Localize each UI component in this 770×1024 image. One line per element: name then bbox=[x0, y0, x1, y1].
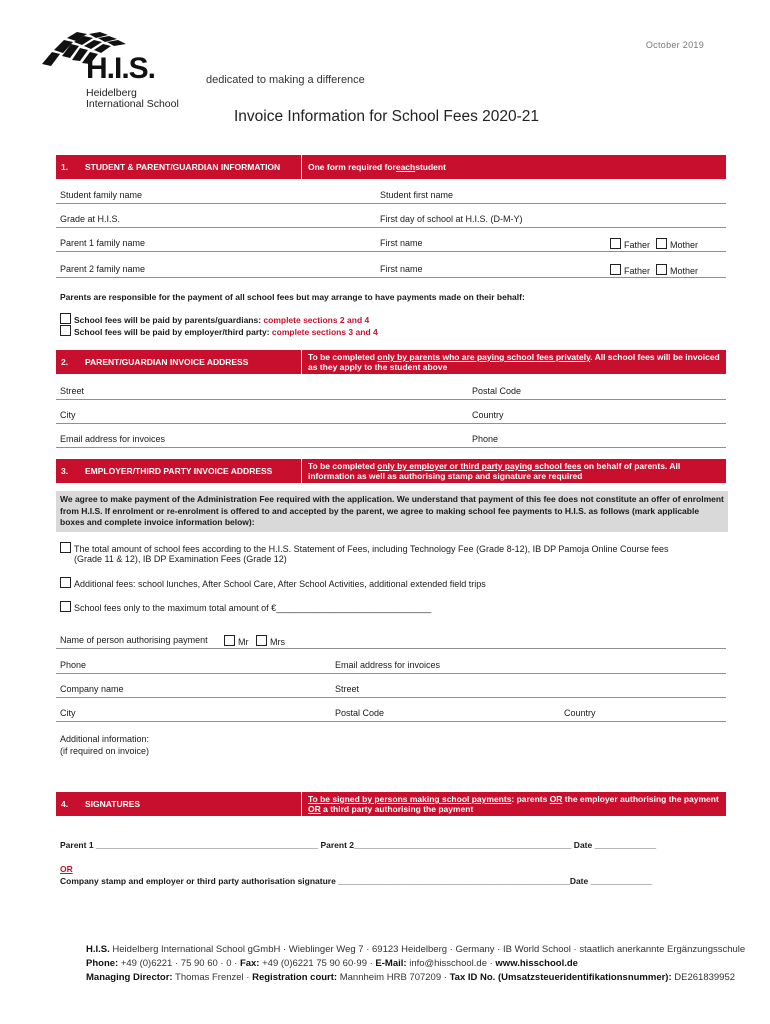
parent-signature-line[interactable]: Parent 1 _______________________________________________ Parent 2______________________________________________ Date _____________ bbox=[60, 840, 657, 850]
s3-desc-post: on behalf of parents. All information as well as authorising stamp and signature are required bbox=[308, 461, 681, 481]
page-title: Invoice Information for School Fees 2020-21 bbox=[234, 108, 540, 125]
additional-info-label: Additional information: bbox=[60, 734, 150, 744]
section-2-description bbox=[301, 350, 726, 374]
agreement-box: We agree to make payment of the Administration Fee required with the application. We understand that payment of this fee does not constitute an offer of enrolment from H.I.S. If enrolment or re-enrolment is offered to and accepted by the parent, we agree to making school fee payments to H.I.S. as follows (mark applicable boxes and complete invoice information below): bbox=[56, 491, 728, 532]
section-4-number: 4. bbox=[61, 799, 69, 809]
s4-desc-mid2: the employer authorising the payment bbox=[562, 794, 719, 804]
father-checkbox[interactable] bbox=[610, 238, 621, 249]
footer-fax: +49 (0)6221 75 90 60·99 · bbox=[259, 958, 376, 969]
parent-2-first-name-label: First name bbox=[380, 264, 423, 274]
city-label: City bbox=[60, 410, 76, 420]
company-name-label: Company name bbox=[60, 684, 124, 694]
footer-email: info@hisschool.de · bbox=[406, 958, 496, 969]
opt2-text: School fees will be paid by employer/third party: bbox=[74, 327, 272, 337]
additional-fees-checkbox[interactable] bbox=[60, 577, 71, 588]
student-first-name-label: Student first name bbox=[380, 190, 454, 200]
opt-max-text: School fees only to the maximum total amount of €_______________________________ bbox=[74, 603, 432, 613]
section-1-title: STUDENT & PARENT/GUARDIAN INFORMATION bbox=[85, 162, 281, 172]
parent-1-mother-option[interactable] bbox=[656, 238, 698, 250]
street-row[interactable] bbox=[56, 385, 726, 400]
footer-phone-label: Phone: bbox=[86, 958, 119, 969]
mrs-checkbox[interactable] bbox=[256, 635, 267, 646]
opt-total-line-1: The total amount of school fees according to the H.I.S. Statement of Fees, including Technology Fee (Grade 8-12), IB DP Pamoja Online Course fees bbox=[74, 544, 669, 554]
s3-city-row[interactable] bbox=[56, 707, 726, 722]
phone-label: Phone bbox=[472, 434, 499, 444]
postal-code-label: Postal Code bbox=[472, 386, 522, 396]
mr-checkbox[interactable] bbox=[224, 635, 235, 646]
s3-email-label: Email address for invoices bbox=[335, 660, 441, 670]
footer-tax-label: Tax ID No. (Umsatzsteueridentifikationsnummer): bbox=[449, 972, 672, 983]
or-separator: OR bbox=[60, 864, 73, 874]
s1-desc-post: student bbox=[415, 162, 446, 172]
opt1-red: complete sections 2 and 4 bbox=[263, 315, 370, 325]
s2-desc-post: . All school fees will be invoiced as they apply to the student above bbox=[308, 352, 720, 372]
s3-city-label: City bbox=[60, 708, 76, 718]
s3-postal-label: Postal Code bbox=[335, 708, 385, 718]
footer-director-label: Managing Director: bbox=[86, 972, 173, 983]
s4-desc-mid1: : parents bbox=[511, 794, 550, 804]
mother-label: Mother bbox=[670, 240, 699, 250]
section-2-header bbox=[56, 350, 726, 374]
document-date: October 2019 bbox=[645, 40, 704, 50]
s3-phone-label: Phone bbox=[60, 660, 87, 670]
parent-2-mother-option[interactable] bbox=[656, 264, 698, 276]
section-1-number: 1. bbox=[61, 162, 69, 172]
mr-label: Mr bbox=[238, 637, 249, 647]
mother-checkbox[interactable] bbox=[656, 264, 667, 275]
student-family-name-label: Student family name bbox=[60, 190, 143, 200]
s2-desc-ul: only by parents who are paying school fees privately bbox=[377, 352, 591, 362]
s1-desc-ul: each bbox=[395, 162, 416, 172]
section-3-title: EMPLOYER/THIRD PARTY INVOICE ADDRESS bbox=[85, 466, 273, 476]
parent-1-first-name-label: First name bbox=[380, 238, 423, 248]
father-label: Father bbox=[624, 266, 651, 276]
parent-2-father-option[interactable] bbox=[610, 264, 650, 276]
mother-checkbox[interactable] bbox=[656, 238, 667, 249]
mother-label: Mother bbox=[670, 266, 699, 276]
s4-desc-ul3: OR bbox=[308, 804, 321, 814]
s4-desc-post: a third party authorising the payment bbox=[320, 804, 474, 814]
email-label: Email address for invoices bbox=[60, 434, 166, 444]
logo-subtitle bbox=[86, 88, 179, 110]
footer-his: H.I.S. bbox=[86, 944, 110, 955]
footer-court: Mannheim HRB 707209 · bbox=[337, 972, 450, 983]
authorising-row[interactable] bbox=[56, 634, 726, 649]
opt-additional-text: Additional fees: school lunches, After School Care, After School Activities, additional extended field trips bbox=[74, 579, 486, 589]
max-amount-checkbox[interactable] bbox=[60, 601, 71, 612]
logo-line-1: Heidelberg bbox=[86, 87, 137, 99]
grade-row[interactable] bbox=[56, 213, 726, 228]
parent-1-row[interactable] bbox=[56, 237, 726, 252]
city-row[interactable] bbox=[56, 409, 726, 424]
s3-desc-ul: only by employer or third party paying school fees bbox=[377, 461, 582, 471]
s4-desc-ul1: To be signed by persons making school payments bbox=[308, 794, 512, 804]
section-4-header bbox=[56, 792, 726, 816]
logo-line-2: International School bbox=[86, 98, 179, 110]
s1-desc-pre: One form required for bbox=[308, 162, 396, 172]
footer-line-1 bbox=[86, 944, 745, 955]
employer-pays-checkbox[interactable] bbox=[60, 325, 71, 336]
school-logo bbox=[40, 30, 220, 120]
parent-2-family-name-label: Parent 2 family name bbox=[60, 264, 146, 274]
section-3-header bbox=[56, 459, 726, 483]
section-2-number: 2. bbox=[61, 357, 69, 367]
section-4-title: SIGNATURES bbox=[85, 799, 141, 809]
footer-address: Heidelberg International School gGmbH · Wieblinger Weg 7 · 69123 Heidelberg · Germany · IB World School · staatlich anerkannte Ergänzungsschule bbox=[109, 944, 746, 955]
grade-label: Grade at H.I.S. bbox=[60, 214, 121, 224]
section-4-description bbox=[301, 792, 726, 816]
option-max-amount[interactable] bbox=[60, 601, 431, 613]
country-label: Country bbox=[472, 410, 504, 420]
section-2-title: PARENT/GUARDIAN INVOICE ADDRESS bbox=[85, 357, 249, 367]
footer-email-label: E-Mail: bbox=[375, 958, 407, 969]
opt1-text: School fees will be paid by parents/guardians: bbox=[74, 315, 264, 325]
authorising-label: Name of person authorising payment bbox=[60, 635, 208, 645]
additional-info[interactable] bbox=[60, 733, 149, 757]
s3-street-label: Street bbox=[335, 684, 360, 694]
email-row[interactable] bbox=[56, 433, 726, 448]
additional-info-hint: (if required on invoice) bbox=[60, 746, 150, 756]
s3-desc-pre: To be completed bbox=[308, 461, 378, 471]
footer-fax-label: Fax: bbox=[239, 958, 260, 969]
s3-phone-row[interactable] bbox=[56, 659, 726, 674]
footer-line-2 bbox=[86, 958, 578, 969]
student-name-row[interactable] bbox=[56, 189, 726, 204]
responsibility-note: Parents are responsible for the payment of all school fees but may arrange to have payments made on their behalf: bbox=[60, 292, 525, 302]
opt2-red: complete sections 3 and 4 bbox=[271, 327, 378, 337]
option-additional-fees[interactable] bbox=[60, 577, 486, 589]
footer-phone: +49 (0)6221 · 75 90 60 · 0 · bbox=[118, 958, 240, 969]
footer-director: Thomas Frenzel · bbox=[172, 972, 253, 983]
parents-pay-checkbox[interactable] bbox=[60, 313, 71, 324]
option-employer-pays[interactable] bbox=[60, 325, 378, 337]
option-parents-pay[interactable] bbox=[60, 313, 369, 325]
total-fees-checkbox[interactable] bbox=[60, 542, 71, 553]
footer-website: www.hisschool.de bbox=[495, 958, 578, 969]
footer-tax: DE261839952 bbox=[671, 972, 736, 983]
tagline: dedicated to making a difference bbox=[206, 74, 365, 86]
mrs-option[interactable] bbox=[256, 635, 285, 647]
logo-name: H.I.S. bbox=[86, 52, 156, 85]
footer-court-label: Registration court: bbox=[252, 972, 338, 983]
section-1-header bbox=[56, 155, 726, 179]
s3-country-label: Country bbox=[564, 708, 596, 718]
section-1-description bbox=[301, 155, 726, 179]
father-checkbox[interactable] bbox=[610, 264, 621, 275]
company-signature-line[interactable]: Company stamp and employer or third party authorisation signature _________________________________________________Date _____________ bbox=[60, 876, 653, 886]
father-label: Father bbox=[624, 240, 651, 250]
footer-line-3 bbox=[86, 972, 735, 983]
section-3-number: 3. bbox=[61, 466, 69, 476]
opt-total-line-2: (Grade 11 & 12), IB DP Examination Fees (Grade 12) bbox=[74, 554, 287, 564]
section-3-description bbox=[301, 459, 726, 483]
company-row[interactable] bbox=[56, 683, 726, 698]
street-label: Street bbox=[60, 386, 85, 396]
option-total-fees[interactable] bbox=[60, 542, 669, 554]
mrs-label: Mrs bbox=[270, 637, 285, 647]
first-day-label: First day of school at H.I.S. (D-M-Y) bbox=[380, 214, 523, 224]
parent-2-row[interactable] bbox=[56, 263, 726, 278]
s2-desc-pre: To be completed bbox=[308, 352, 378, 362]
parent-1-family-name-label: Parent 1 family name bbox=[60, 238, 146, 248]
parent-1-father-option[interactable] bbox=[610, 238, 650, 250]
mr-option[interactable] bbox=[224, 635, 249, 647]
s4-desc-ul2: OR bbox=[549, 794, 563, 804]
